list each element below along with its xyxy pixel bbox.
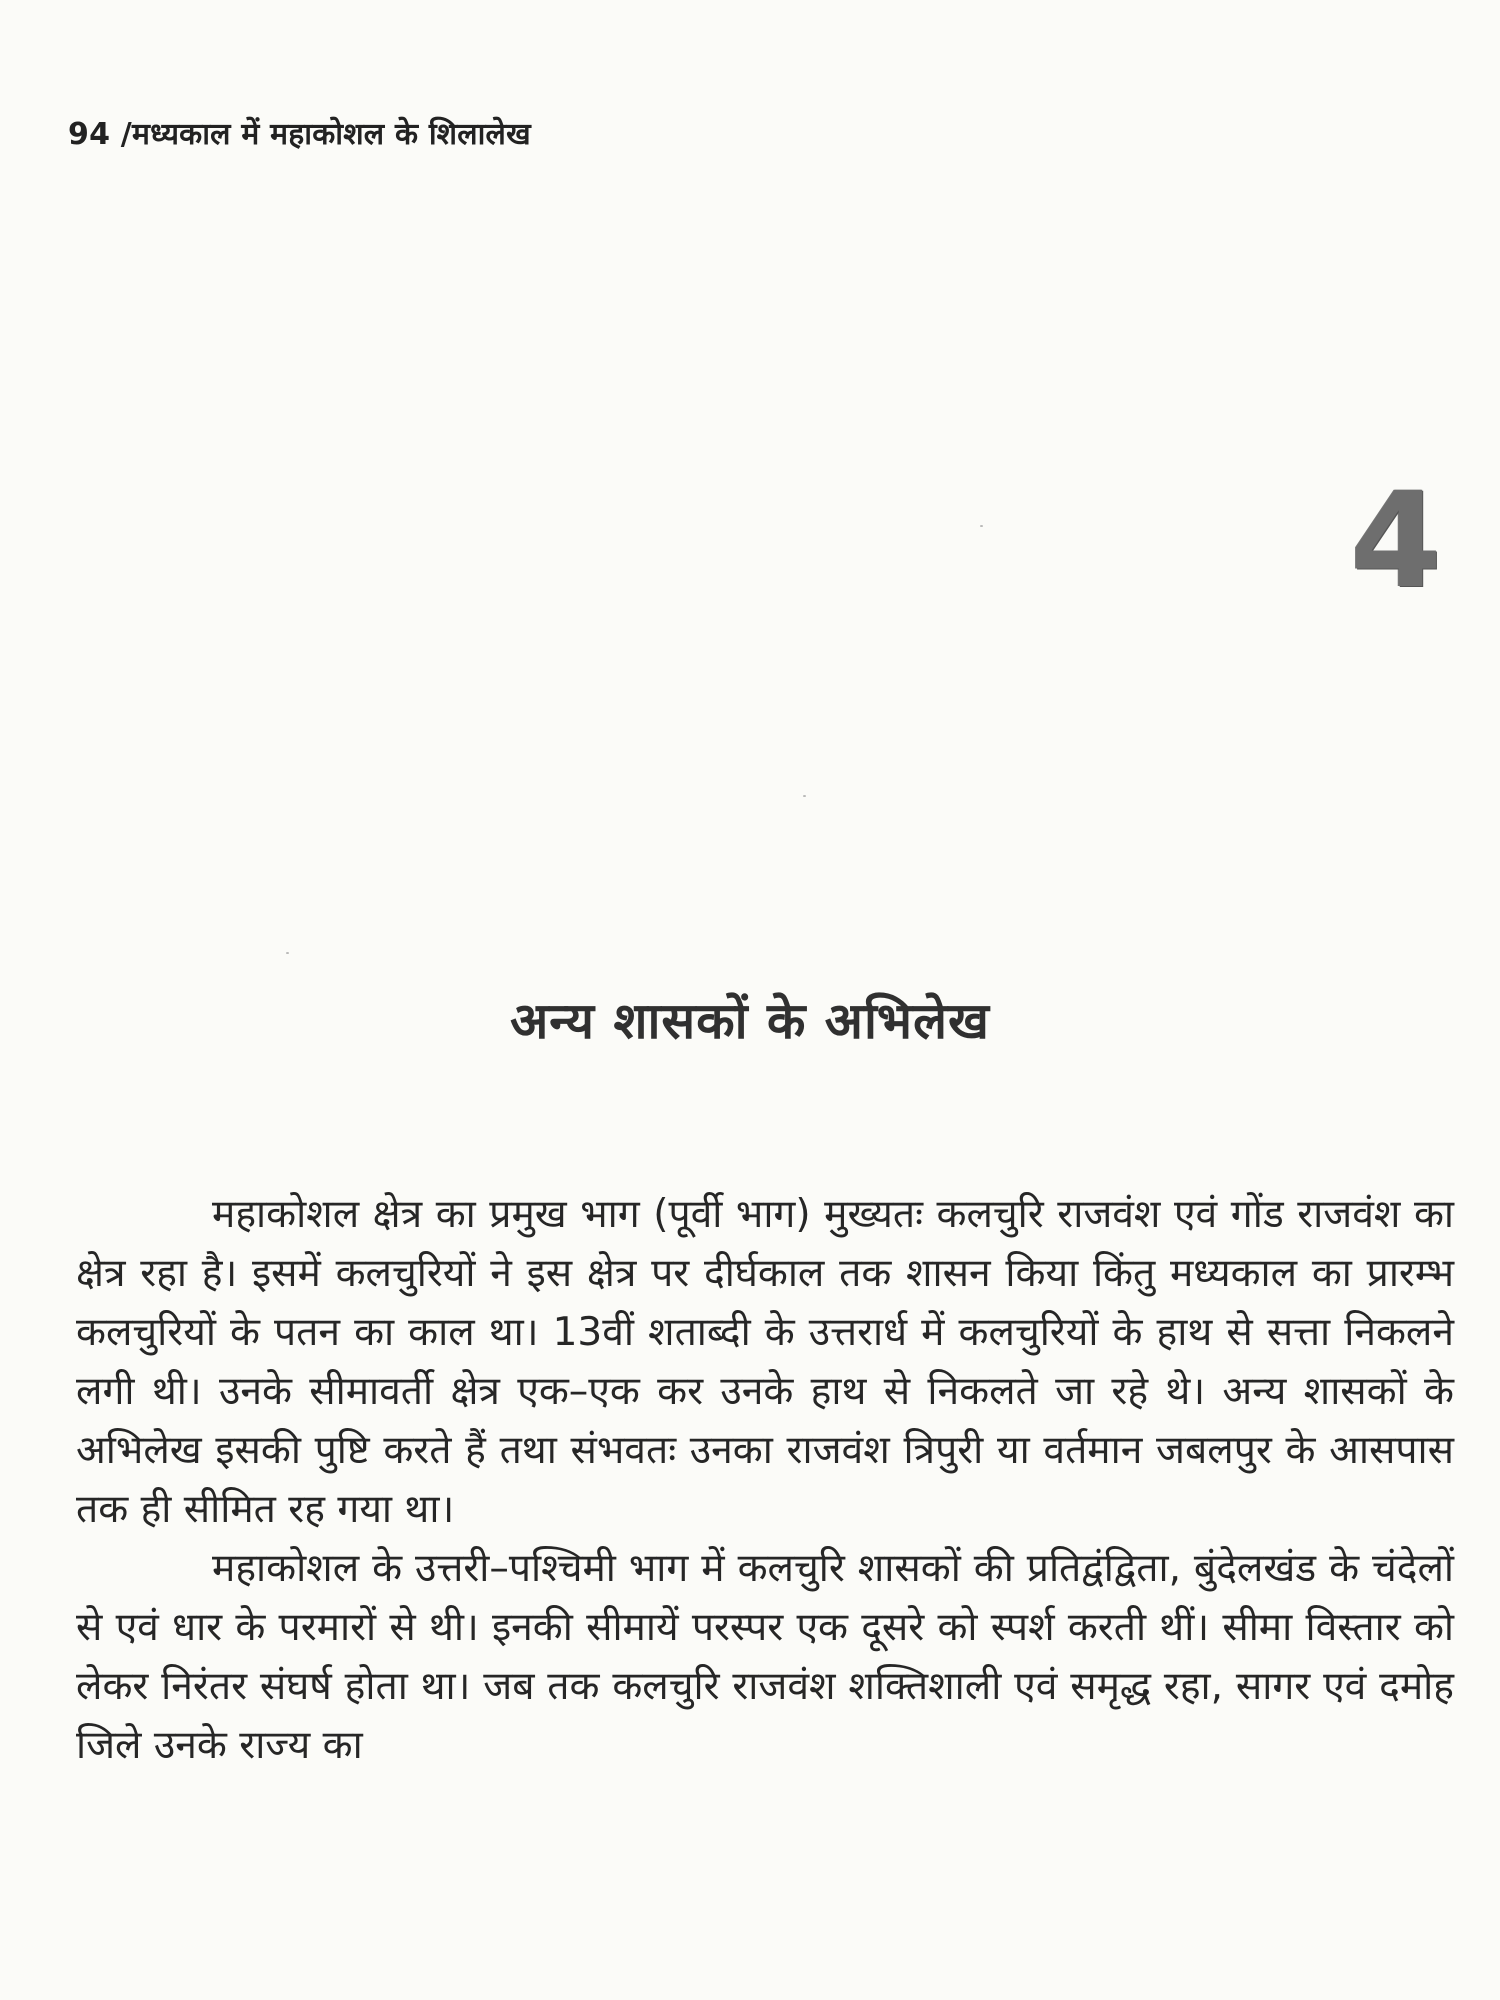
- print-speck: [980, 525, 983, 527]
- chapter-title: अन्य शासकों के अभिलेख: [510, 992, 990, 1050]
- paragraph: महाकोशल के उत्तरी–पश्चिमी भाग में कलचुरि शासकों की प्रतिद्वंद्विता, बुंदेलखंड के चंदेलों से एवं धार के परमारों से थी। इनकी सीमायें परस्पर एक दूसरे को स्पर्श करती थीं। सीमा विस्तार को लेकर निरंतर संघर्ष होता था। जब तक कलचुरि राजवंश शक्तिशाली एवं समृद्ध रहा, सागर एवं दमोह जिले उनके राज्य का: [76, 1546, 1454, 1768]
- paragraph: महाकोशल क्षेत्र का प्रमुख भाग (पूर्वी भाग) मुख्यतः कलचुरि राजवंश एवं गोंड राजवंश का क्षेत्र रहा है। इसमें कलचुरियों ने इस क्षेत्र पर दीर्घकाल तक शासन किया किंतु मध्यकाल का प्रारम्भ कलचुरियों के पतन का काल था। 13वीं शताब्दी के उत्तरार्ध में कलचुरियों के हाथ से सत्ता निकलने लगी थी। उनके सीमावर्ती क्षेत्र एक–एक कर उनके हाथ से निकलते जा रहे थे। अन्य शासकों के अभिलेख इसकी पुष्टि करते हैं तथा संभवतः उनका राजवंश त्रिपुरी या वर्तमान जबलपुर के आसपास तक ही सीमित रह गया था।: [76, 1192, 1454, 1532]
- print-speck: [803, 795, 806, 797]
- running-header: 94 /मध्यकाल में महाकोशल के शिलालेख: [68, 117, 531, 152]
- print-speck: [286, 952, 289, 954]
- chapter-number: 4: [1350, 464, 1442, 618]
- body-text: [76, 1185, 1454, 1775]
